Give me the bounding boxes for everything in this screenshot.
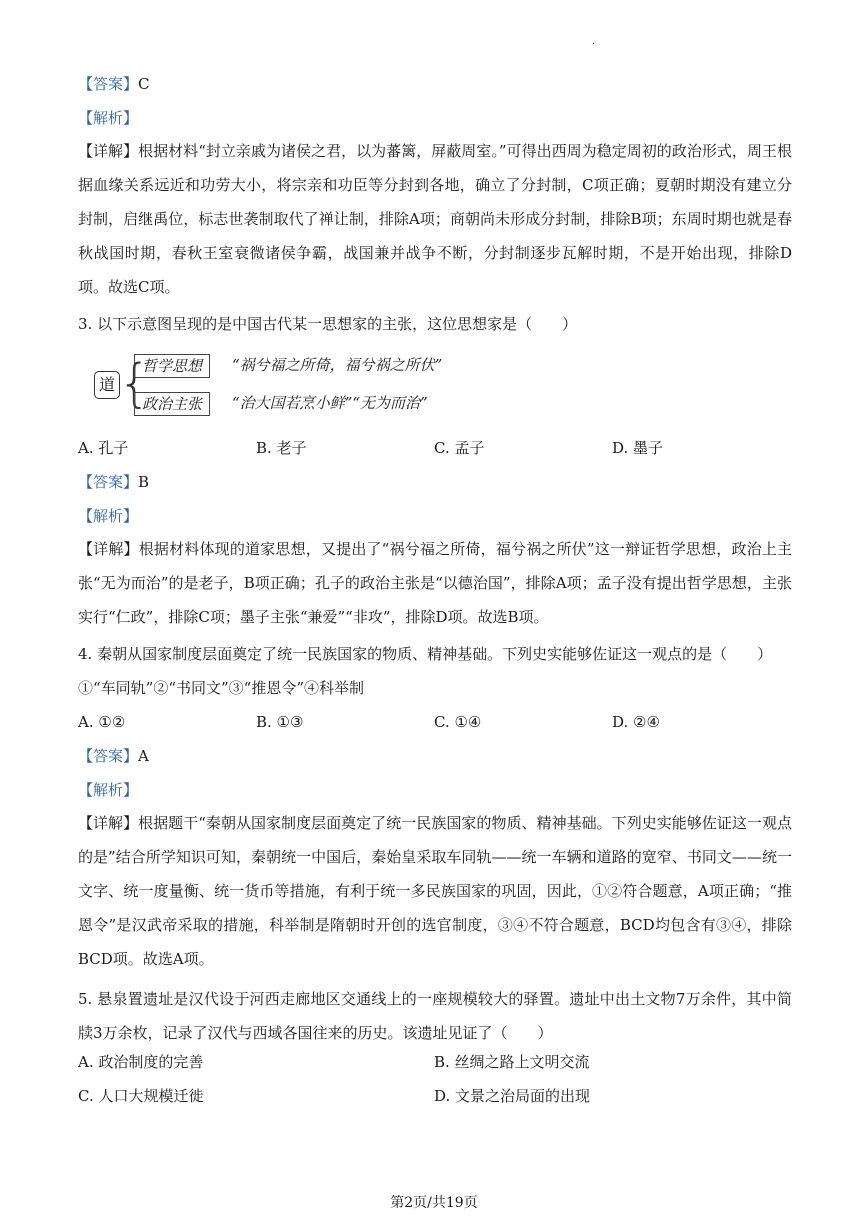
answer-value: A	[138, 747, 149, 765]
answer-label: 【答案】	[78, 473, 139, 491]
q4-items: ①“车同轨”②“书同文”③“推恩令”④科举制	[78, 679, 365, 697]
diagram-row1-label: 哲学思想	[134, 354, 210, 378]
diagram-row1-quote: “祸兮福之所倚，福兮祸之所伏”	[232, 356, 443, 374]
q2-analysis-label: 【解析】	[78, 109, 139, 127]
diagram-row2-quote: “治大国若烹小鲜”“无为而治”	[232, 394, 428, 412]
q4-answer	[78, 746, 149, 766]
q5-option-a: A. 政治制度的完善	[78, 1053, 204, 1071]
diagram-row2-label: 政治主张	[134, 392, 210, 416]
page-marker: .	[592, 36, 596, 47]
q4-analysis-label: 【解析】	[78, 781, 139, 799]
q3-option-a: A. 孔子	[78, 439, 129, 457]
q4-option-c: C. ①④	[434, 713, 482, 731]
page-footer: 第2页/共19页	[390, 1195, 478, 1211]
q2-answer	[78, 74, 150, 94]
q4-option-a: A. ①②	[78, 713, 126, 731]
q4-option-d: D. ②④	[612, 713, 660, 731]
brace-icon: {	[118, 354, 152, 414]
q4-detail: 【详解】根据题干“秦朝从国家制度层面奠定了统一民族国家的物质、精神基础。下列史实能够佐证这一观点的是”结合所学知识可知，秦朝统一中国后，秦始皇采取车同轨——统一车辆和道路的宽窄、书同文——统一文字、统一度量衡、统一货币等措施，有利于统一多民族国家的巩固，因此，①②符合题意，A项正确；“推恩令”是汉武帝采取的措施，科举制是隋朝时开创的选官制度，③④不符合题意，BCD均包含有③④，排除BCD项。故选A项。	[78, 814, 792, 968]
q5-option-d: D. 文景之治局面的出现	[434, 1087, 591, 1105]
q3-detail: 【详解】根据材料体现的道家思想，又提出了“祸兮福之所倚，福兮祸之所伏”这一辩证哲学思想，政治上主张“无为而治”的是老子，B项正确；孔子的政治主张是“以德治国”，排除A项；孟子没有提出哲学思想，主张实行“仁政”，排除C项；墨子主张“兼爱”“非攻”，排除D项。故选B项。	[78, 540, 792, 626]
answer-value: C	[138, 75, 150, 93]
q3-answer	[78, 472, 149, 492]
q3-analysis-label: 【解析】	[78, 507, 139, 525]
diagram-center: 道	[94, 371, 120, 399]
answer-value: B	[138, 473, 150, 491]
q3-option-c: C. 孟子	[434, 439, 485, 457]
q5-option-c: C. 人口大规模迁徙	[78, 1087, 204, 1105]
q3-option-b: B. 老子	[256, 439, 307, 457]
q5-option-b: B. 丝绸之路上文明交流	[434, 1053, 590, 1071]
q5-stem: 5. 悬泉置遗址是汉代设于河西走廊地区交通线上的一座规模较大的驿置。遗址中出土文物7万余件，其中简牍3万余枚，记录了汉代与西域各国往来的历史。该遗址见证了（ ）	[78, 990, 792, 1042]
q3-diagram	[92, 350, 512, 420]
q2-detail: 【详解】根据材料“封立亲戚为诸侯之君，以为蕃篱，屏蔽周室。”可得出西周为稳定周初的政治形式，周王根据血缘关系远近和功劳大小，将宗亲和功臣等分封到各地，确立了分封制，C项正确；夏朝时期没有建立分封制，启继禹位，标志世袭制取代了禅让制，排除A项；商朝尚未形成分封制，排除B项；东周时期也就是春秋战国时期，春秋王室衰微诸侯争霸，战国兼并战争不断，分封制逐步瓦解时期，不是开始出现，排除D项。故选C项。	[78, 142, 792, 296]
q4-stem: 4. 秦朝从国家制度层面奠定了统一民族国家的物质、精神基础。下列史实能够佐证这一观点的是（ ）	[78, 645, 773, 663]
answer-label: 【答案】	[78, 747, 139, 765]
q3-stem: 3. 以下示意图呈现的是中国古代某一思想家的主张，这位思想家是（ ）	[78, 315, 578, 333]
q3-option-d: D. 墨子	[612, 439, 664, 457]
answer-label: 【答案】	[78, 75, 139, 93]
q4-option-b: B. ①③	[256, 713, 304, 731]
